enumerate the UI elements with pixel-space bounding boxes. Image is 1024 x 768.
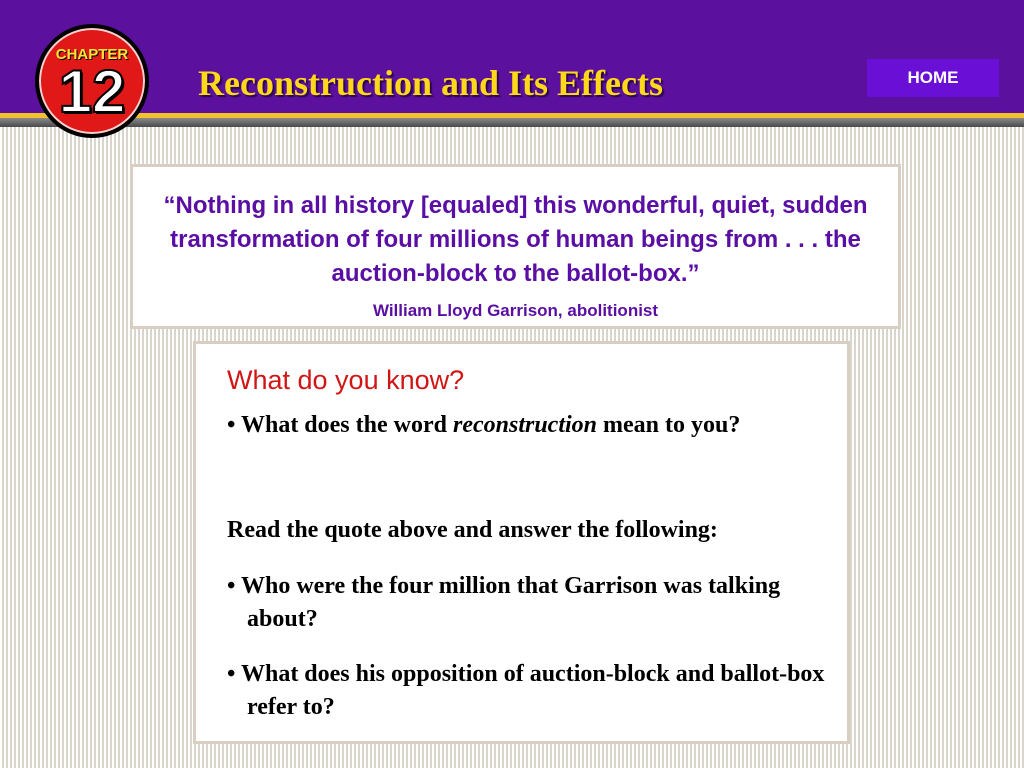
chapter-number: 12 xyxy=(58,58,126,125)
instruction-text: Read the quote above and answer the following: xyxy=(227,517,718,543)
quote-box xyxy=(130,164,901,329)
page-title: Reconstruction and Its Effects xyxy=(198,63,663,103)
quote-text: “Nothing in all history [equaled] this wonderful, quiet, sudden transformation of four millions of human beings from . . . the auction-block to the ballot-box.” xyxy=(163,192,868,287)
question-reconstruction-end: mean to you? xyxy=(597,412,741,438)
questions-heading: What do you know? xyxy=(227,365,465,395)
question-auction-ballot: • What does his opposition of auction-block and ballot-box refer to? xyxy=(227,661,825,720)
home-button[interactable]: HOME xyxy=(867,59,999,97)
header-divider-gray xyxy=(0,118,1024,127)
question-reconstruction-start: • What does the word xyxy=(227,412,453,438)
questions-box xyxy=(193,341,850,744)
question-four-million: • Who were the four million that Garrison was talking about? xyxy=(227,573,781,632)
chapter-badge xyxy=(35,24,149,138)
question-reconstruction xyxy=(227,409,837,442)
chapter-label: CHAPTER xyxy=(55,46,129,63)
quote-attribution: William Lloyd Garrison, abolitionist xyxy=(372,301,659,320)
question-reconstruction-term: reconstruction xyxy=(452,412,598,438)
